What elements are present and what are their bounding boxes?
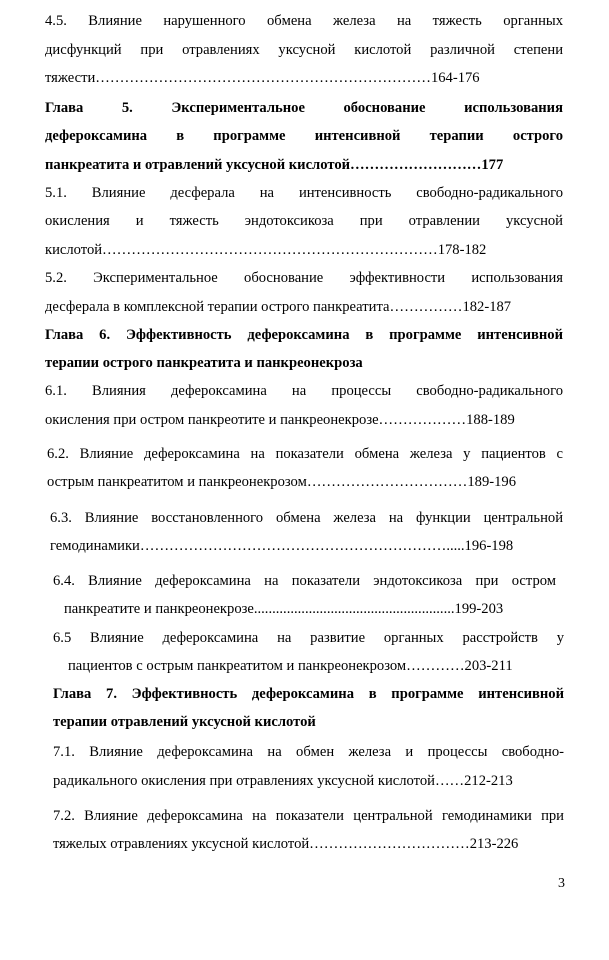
toc-line-page-range: гемодинамики……………………………………………………….....196-198 <box>50 538 514 554</box>
toc-line: 5.1. Влияние десферала на интенсивность свободно-радикального <box>45 185 563 201</box>
chapter-heading-line: дефероксамина в программе интенсивной терапии острого <box>45 128 563 144</box>
chapter-heading-line-page: панкреатита и отравлений уксусной кислотой………………………177 <box>45 157 504 173</box>
toc-line-page-range: острым панкреатитом и панкреонекрозом……………………………189-196 <box>47 474 516 490</box>
toc-line: 7.1. Влияние дефероксамина на обмен железа и процессы свободно- <box>53 744 564 760</box>
toc-line: 6.2. Влияние дефероксамина на показатели обмена железа у пациентов с <box>47 446 563 462</box>
chapter-heading-line: Глава 6. Эффективность дефероксамина в программе интенсивной <box>45 327 563 343</box>
toc-line-page-range: тяжести……………………………………………………………164-176 <box>45 70 480 86</box>
toc-line: 7.2. Влияние дефероксамина на показатели центральной гемодинамики при <box>53 808 564 824</box>
toc-line: окисления и тяжесть эндотоксикоза при отравлении уксусной <box>45 213 563 229</box>
chapter-heading-line: терапии острого панкреатита и панкреонекроза <box>45 355 363 371</box>
chapter-heading-line: Глава 7. Эффективность дефероксамина в программе интенсивной <box>53 686 564 702</box>
toc-line-page-range: пациентов с острым панкреатитом и панкреонекрозом…………203-211 <box>68 658 513 674</box>
toc-line-page-range: кислотой……………………………………………………………178-182 <box>45 242 487 258</box>
toc-line-page-range: радикального окисления при отравлениях уксусной кислотой……212-213 <box>53 773 513 789</box>
toc-line: 6.4. Влияние дефероксамина на показатели эндотоксикоза при остром <box>53 573 556 589</box>
toc-line-page-range: панкреатите и панкреонекрозе.......................................................199-203 <box>64 601 504 617</box>
page-number: 3 <box>558 876 565 891</box>
toc-line-page-range: тяжелых отравлениях уксусной кислотой……………………………213-226 <box>53 836 519 852</box>
toc-line: 5.2. Экспериментальное обоснование эффективности использования <box>45 270 563 286</box>
toc-line: 6.5 Влияние дефероксамина на развитие органных расстройств у <box>53 630 564 646</box>
toc-line-page-range: десферала в комплексной терапии острого панкреатита……………182-187 <box>45 299 512 315</box>
toc-line: дисфункций при отравлениях уксусной кислотой различной степени <box>45 42 563 58</box>
toc-line: 4.5. Влияние нарушенного обмена железа на тяжесть органных <box>45 13 563 29</box>
chapter-heading-line: терапии отравлений уксусной кислотой <box>53 714 316 730</box>
toc-line: 6.1. Влияния дефероксамина на процессы свободно-радикального <box>45 383 563 399</box>
toc-line-page-range: окисления при остром панкреотите и панкреонекрозе………………188-189 <box>45 412 515 428</box>
toc-line: 6.3. Влияние восстановленного обмена железа на функции центральной <box>50 510 563 526</box>
chapter-heading-line: Глава 5. Экспериментальное обоснование использования <box>45 100 563 116</box>
